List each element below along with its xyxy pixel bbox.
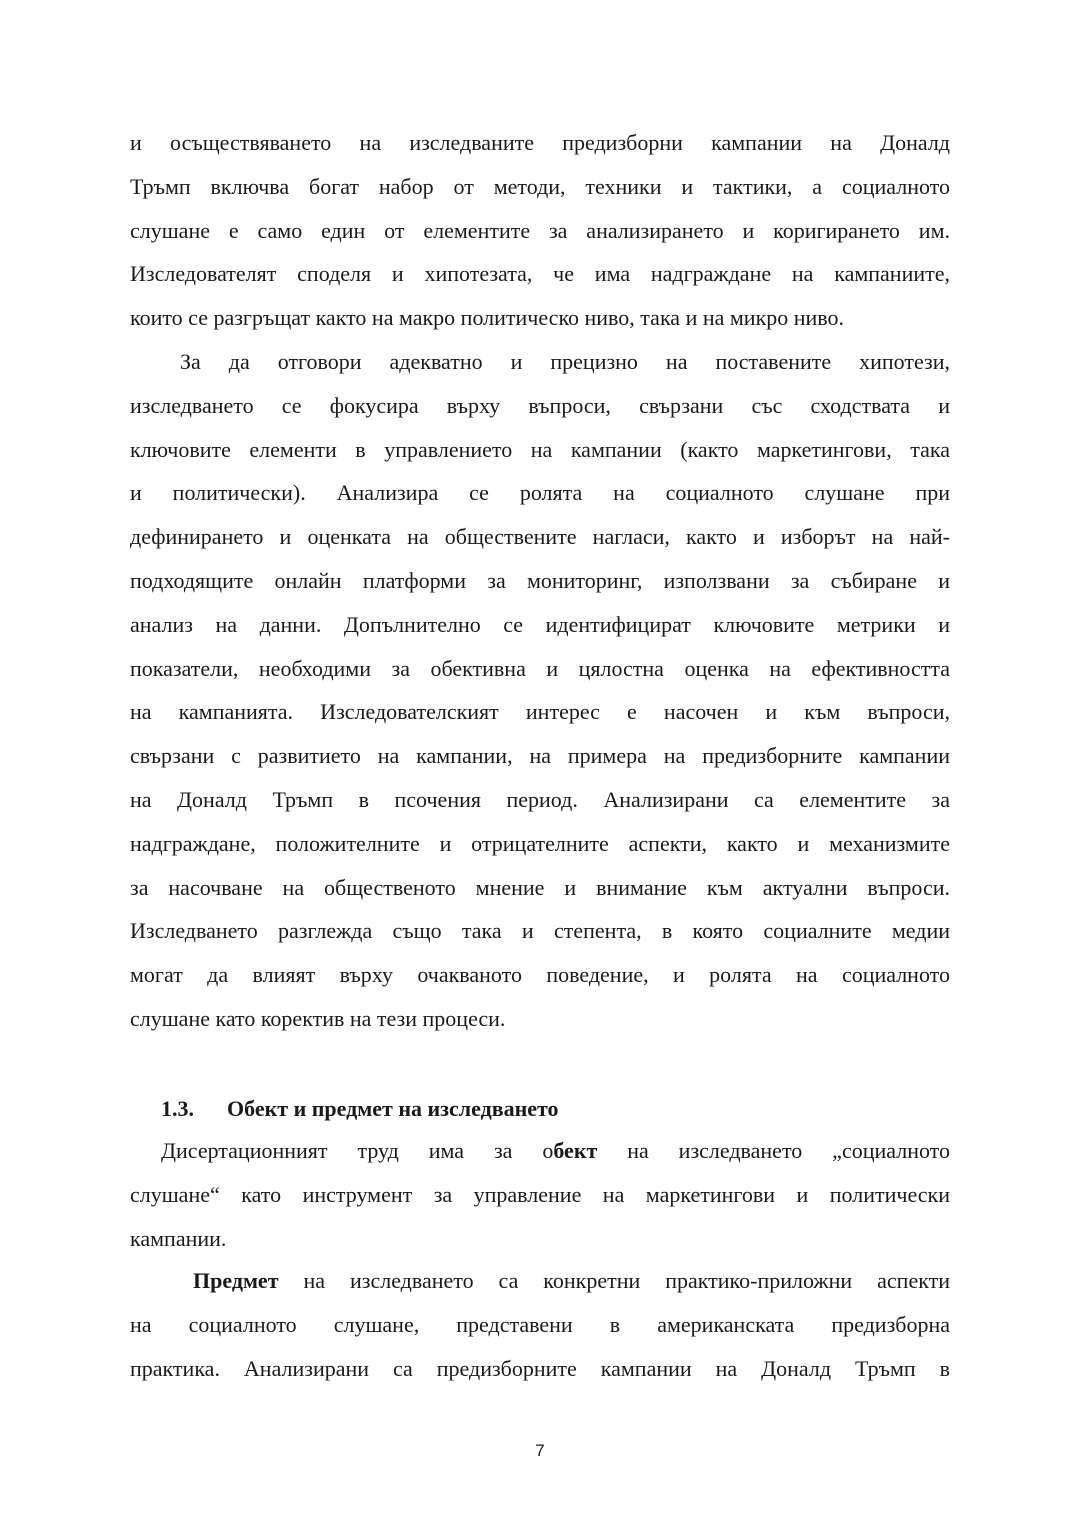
text-line: и осъществяването на изследваните предизборни кампании на Доналд <box>130 130 950 155</box>
text-line: дефинирането и оценката на обществените нагласи, както и изборът на най- <box>130 524 950 550</box>
text-line: могат да влияят върху очакваното поведение, и ролята на социалното <box>130 962 950 988</box>
text-run: на изследването „социалното <box>597 1138 950 1163</box>
section-heading <box>161 1087 559 1131</box>
text-line: За да отговори адекватно и прецизно на поставените хипотези, <box>180 349 950 374</box>
text-line: Тръмп включва богат набор от методи, техники и тактики, а социалното <box>130 173 950 199</box>
text-line <box>130 1129 950 1173</box>
text-line: изследването се фокусира върху въпроси, свързани със сходствата и <box>130 392 950 418</box>
text-run: Дисертационният труд има за о <box>161 1138 554 1163</box>
text-line: практика. Анализирани са предизборните кампании на Доналд Тръмп в <box>130 1355 950 1381</box>
text-line: подходящите онлайн платформи за мониторинг, използвани за събиране и <box>130 567 950 593</box>
text-line: на Доналд Тръмп в псочения период. Анализирани са елементите за <box>130 786 950 812</box>
paragraph-2 <box>130 340 950 1041</box>
paragraph-1 <box>130 121 950 340</box>
bold-term: Предмет <box>193 1268 279 1293</box>
text-line: надграждане, положителните и отрицателните аспекти, както и механизмите <box>130 830 950 856</box>
text-line: показатели, необходими за обективна и цялостна оценка на ефективността <box>130 655 950 681</box>
subject-paragraph <box>130 1259 950 1390</box>
text-line: Изследователят споделя и хипотезата, че има надграждане на кампаниите, <box>130 261 950 287</box>
bold-term: бект <box>553 1138 598 1163</box>
text-line: на социалното слушане, представени в американската предизборна <box>130 1311 950 1337</box>
text-line: кампании. <box>130 1225 227 1251</box>
text-line: анализ на данни. Допълнително се идентифицират ключовите метрики и <box>130 611 950 637</box>
section-title: Обект и предмет на изследването <box>227 1096 559 1121</box>
text-line: за насочване на общественото мнение и внимание към актуални въпроси. <box>130 874 950 900</box>
text-line: които се разгръщат както на макро политическо ниво, така и на микро ниво. <box>130 305 845 331</box>
text-line: Изследването разглежда също така и степента, в която социалните медии <box>130 918 950 944</box>
object-paragraph <box>130 1129 950 1260</box>
page-number: 7 <box>535 1441 545 1460</box>
text-line: слушане като коректив на тези процеси. <box>130 1005 506 1031</box>
text-run: на изследването са конкретни практико-приложни аспекти <box>278 1268 950 1293</box>
text-line: слушане е само един от елементите за анализирането и коригирането им. <box>130 217 950 243</box>
text-line: слушане“ като инструмент за управление на маркетингови и политически <box>130 1181 950 1207</box>
text-line: на кампанията. Изследователският интерес е насочен и към въпроси, <box>130 699 950 725</box>
text-line: и политически). Анализира се ролята на социалното слушане при <box>130 480 950 506</box>
text-line: ключовите елементи в управлението на кампании (както маркетингови, така <box>130 436 950 462</box>
section-number: 1.3. <box>161 1096 194 1121</box>
text-line: свързани с развитието на кампании, на примера на предизборните кампании <box>130 743 950 769</box>
text-line <box>130 1259 950 1303</box>
